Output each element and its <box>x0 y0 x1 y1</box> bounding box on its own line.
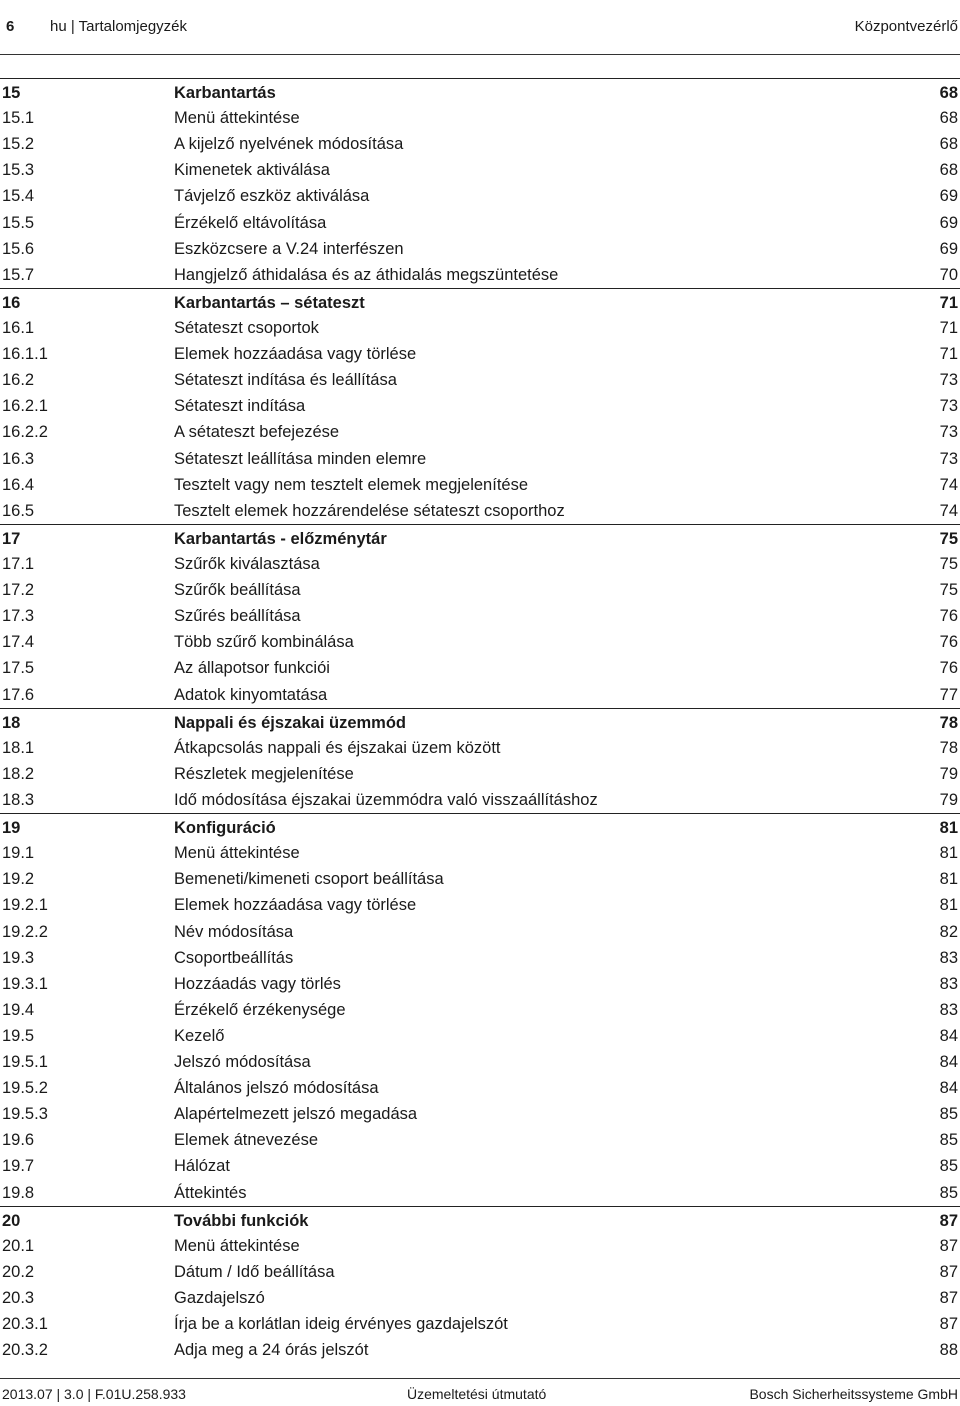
toc-entry-title: Áttekintés <box>174 1183 247 1202</box>
toc-entry-number: 16.2 <box>2 371 35 390</box>
toc-entry-title: Jelszó módosítása <box>174 1053 311 1072</box>
toc-entry-title: Kezelő <box>174 1026 225 1045</box>
toc-entry-number: 15.6 <box>2 239 35 258</box>
toc-entry-row[interactable] <box>0 1233 960 1259</box>
toc-entry-title: Elemek hozzáadása vagy törlése <box>174 345 417 364</box>
toc-entry-title: Adja meg a 24 órás jelszót <box>174 1341 369 1360</box>
toc-entry-title: Elemek átnevezése <box>174 1131 318 1150</box>
toc-entry-number: 17 <box>2 529 21 548</box>
toc-entry-row[interactable] <box>0 1153 960 1179</box>
toc-entry-title: Hozzáadás vagy törlés <box>174 974 341 993</box>
toc-entry-number: 19.7 <box>2 1157 35 1176</box>
toc-entry-page: 73 <box>939 371 958 390</box>
toc-entry-page: 69 <box>939 187 958 206</box>
toc-entry-page: 76 <box>939 633 958 652</box>
toc-entry-row[interactable] <box>0 945 960 971</box>
toc-entry-title: Nappali és éjszakai üzemmód <box>174 713 407 732</box>
toc-entry-row[interactable] <box>0 1311 960 1337</box>
toc-chapter-row[interactable] <box>0 288 960 315</box>
toc-entry-row[interactable] <box>0 1101 960 1127</box>
toc-entry-number: 20.3.1 <box>2 1315 48 1334</box>
toc-entry-title: Gazdajelszó <box>174 1289 265 1308</box>
toc-entry-row[interactable] <box>0 866 960 892</box>
toc-entry-title: Sétateszt indítása <box>174 397 306 416</box>
table-of-contents <box>0 78 960 1363</box>
toc-entry-number: 16.1.1 <box>2 345 48 364</box>
toc-entry-title: Általános jelszó módosítása <box>174 1079 379 1098</box>
toc-entry-row[interactable] <box>0 446 960 472</box>
toc-entry-page: 82 <box>939 922 958 941</box>
toc-entry-title: Adatok kinyomtatása <box>174 685 328 704</box>
toc-entry-page: 81 <box>939 844 958 863</box>
toc-entry-row[interactable] <box>0 603 960 629</box>
toc-entry-number: 19.5.3 <box>2 1105 48 1124</box>
toc-entry-number: 17.1 <box>2 554 35 573</box>
toc-entry-row[interactable] <box>0 655 960 681</box>
toc-entry-page: 84 <box>939 1026 958 1045</box>
toc-entry-row[interactable] <box>0 498 960 524</box>
toc-entry-title: Karbantartás - előzménytár <box>174 529 387 548</box>
header-section-title: hu | Tartalomjegyzék <box>50 18 188 35</box>
toc-entry-page: 68 <box>939 84 958 102</box>
toc-entry-title: Átkapcsolás nappali és éjszakai üzem között <box>174 738 501 757</box>
toc-entry-row[interactable] <box>0 761 960 787</box>
toc-entry-number: 20.3 <box>2 1289 35 1308</box>
toc-entry-title: Az állapotsor funkciói <box>174 659 330 678</box>
toc-entry-number: 17.6 <box>2 685 35 704</box>
toc-entry-row[interactable] <box>0 367 960 393</box>
toc-entry-number: 18.1 <box>2 738 35 757</box>
toc-entry-title: Konfiguráció <box>174 819 276 838</box>
toc-entry-row[interactable] <box>0 919 960 945</box>
toc-entry-title: Szűrők kiválasztása <box>174 554 320 573</box>
toc-entry-page: 68 <box>939 161 958 180</box>
toc-entry-title: Alapértelmezett jelszó megadása <box>174 1105 418 1124</box>
toc-entry-title: Karbantartás <box>174 84 276 102</box>
toc-entry-number: 15.5 <box>2 213 35 232</box>
toc-entry-number: 16.3 <box>2 449 35 468</box>
toc-entry-title: Menü áttekintése <box>174 844 300 863</box>
toc-entry-page: 77 <box>939 685 958 704</box>
toc-entry-page: 71 <box>939 345 958 364</box>
toc-entry-row[interactable] <box>0 1285 960 1311</box>
toc-entry-title: Név módosítása <box>174 922 294 941</box>
toc-entry-page: 87 <box>939 1315 958 1334</box>
toc-entry-title: Hálózat <box>174 1157 230 1176</box>
toc-entry-number: 20 <box>2 1211 21 1230</box>
toc-entry-page: 75 <box>939 581 958 600</box>
toc-entry-title: Dátum / Idő beállítása <box>174 1262 335 1281</box>
toc-entry-number: 17.4 <box>2 633 35 652</box>
toc-entry-number: 15.7 <box>2 265 35 284</box>
toc-chapter-row[interactable] <box>0 78 960 105</box>
toc-entry-page: 81 <box>939 870 958 889</box>
toc-entry-page: 73 <box>939 397 958 416</box>
toc-entry-page: 76 <box>939 607 958 626</box>
toc-entry-row[interactable] <box>0 183 960 209</box>
toc-entry-number: 19.2 <box>2 870 35 889</box>
toc-entry-title: Csoportbeállítás <box>174 948 294 967</box>
toc-entry-title: Érzékelő érzékenysége <box>174 1000 346 1019</box>
toc-entry-row[interactable] <box>0 419 960 445</box>
toc-chapter-row[interactable] <box>0 813 960 840</box>
toc-entry-number: 17.5 <box>2 659 35 678</box>
toc-entry-page: 71 <box>939 318 958 337</box>
toc-entry-page: 76 <box>939 659 958 678</box>
toc-entry-number: 19.2.1 <box>2 896 48 915</box>
toc-entry-row[interactable] <box>0 1259 960 1285</box>
toc-entry-row[interactable] <box>0 210 960 236</box>
toc-entry-page: 79 <box>939 790 958 809</box>
toc-entry-number: 17.3 <box>2 607 35 626</box>
toc-entry-row[interactable] <box>0 840 960 866</box>
toc-entry-page: 83 <box>939 1000 958 1019</box>
footer-document-type: Üzemeltetési útmutató <box>407 1386 547 1402</box>
toc-entry-row[interactable] <box>0 997 960 1023</box>
toc-entry-row[interactable] <box>0 315 960 341</box>
toc-entry-page: 74 <box>939 475 958 494</box>
footer-company: Bosch Sicherheitssysteme GmbH <box>749 1386 958 1402</box>
page-number: 6 <box>6 18 15 35</box>
toc-chapter-row[interactable] <box>0 1206 960 1233</box>
toc-entry-title: Menü áttekintése <box>174 109 300 128</box>
toc-entry-number: 15.3 <box>2 161 35 180</box>
toc-entry-row[interactable] <box>0 735 960 761</box>
toc-chapter-row[interactable] <box>0 524 960 551</box>
toc-entry-page: 88 <box>939 1341 958 1360</box>
toc-entry-page: 78 <box>939 738 958 757</box>
toc-entry-row[interactable] <box>0 393 960 419</box>
toc-entry-page: 74 <box>939 501 958 520</box>
toc-entry-number: 19.1 <box>2 844 35 863</box>
toc-entry-page: 79 <box>939 764 958 783</box>
toc-entry-title: A sétateszt befejezése <box>174 423 340 442</box>
toc-entry-row[interactable] <box>0 236 960 262</box>
toc-entry-page: 85 <box>939 1131 958 1150</box>
toc-entry-number: 16.2.1 <box>2 397 48 416</box>
toc-entry-row[interactable] <box>0 1049 960 1075</box>
toc-entry-number: 16.5 <box>2 501 35 520</box>
toc-entry-number: 19.2.2 <box>2 922 48 941</box>
toc-entry-row[interactable] <box>0 341 960 367</box>
header-product-name: Központvezérlő <box>854 18 958 35</box>
toc-entry-title: Szűrők beállítása <box>174 581 301 600</box>
toc-entry-title: Érzékelő eltávolítása <box>174 213 327 232</box>
toc-entry-row[interactable] <box>0 472 960 498</box>
toc-entry-number: 19 <box>2 819 21 838</box>
toc-entry-number: 16.1 <box>2 318 35 337</box>
toc-entry-number: 20.2 <box>2 1262 35 1281</box>
toc-entry-page: 85 <box>939 1157 958 1176</box>
toc-entry-row[interactable] <box>0 1075 960 1101</box>
toc-entry-page: 84 <box>939 1053 958 1072</box>
toc-entry-number: 18.2 <box>2 764 35 783</box>
toc-entry-row[interactable] <box>0 262 960 288</box>
toc-entry-page: 87 <box>939 1236 958 1255</box>
toc-entry-number: 15.2 <box>2 135 35 154</box>
toc-entry-title: További funkciók <box>174 1211 309 1230</box>
toc-entry-number: 16.2.2 <box>2 423 48 442</box>
toc-entry-row[interactable] <box>0 971 960 997</box>
toc-entry-title: Idő módosítása éjszakai üzemmódra való visszaállításhoz <box>174 790 598 809</box>
toc-entry-page: 87 <box>939 1289 958 1308</box>
toc-entry-row[interactable] <box>0 551 960 577</box>
toc-entry-number: 18 <box>2 713 21 732</box>
toc-entry-number: 19.5.2 <box>2 1079 48 1098</box>
toc-entry-title: Eszközcsere a V.24 interfészen <box>174 239 404 258</box>
toc-entry-page: 83 <box>939 948 958 967</box>
toc-entry-row[interactable] <box>0 157 960 183</box>
page-footer <box>0 1378 960 1406</box>
toc-entry-title: Bemeneti/kimeneti csoport beállítása <box>174 870 444 889</box>
toc-entry-number: 19.8 <box>2 1183 35 1202</box>
toc-entry-page: 81 <box>939 896 958 915</box>
toc-entry-page: 84 <box>939 1079 958 1098</box>
toc-entry-row[interactable] <box>0 682 960 708</box>
toc-entry-number: 16.4 <box>2 475 35 494</box>
toc-entry-number: 19.4 <box>2 1000 35 1019</box>
toc-entry-page: 73 <box>939 423 958 442</box>
toc-entry-number: 20.3.2 <box>2 1341 48 1360</box>
toc-entry-number: 16 <box>2 293 21 312</box>
toc-entry-page: 81 <box>939 819 958 838</box>
page-header <box>0 0 960 55</box>
toc-entry-row[interactable] <box>0 1023 960 1049</box>
toc-entry-page: 69 <box>939 239 958 258</box>
toc-entry-title: Sétateszt csoportok <box>174 318 319 337</box>
toc-entry-row[interactable] <box>0 1337 960 1363</box>
toc-entry-title: Elemek hozzáadása vagy törlése <box>174 896 417 915</box>
toc-entry-number: 15 <box>2 84 21 102</box>
toc-entry-number: 17.2 <box>2 581 35 600</box>
toc-entry-title: Karbantartás – sétateszt <box>174 293 365 312</box>
toc-entry-row[interactable] <box>0 577 960 603</box>
toc-entry-number: 20.1 <box>2 1236 35 1255</box>
toc-entry-page: 75 <box>939 529 958 548</box>
toc-entry-title: Írja be a korlátlan ideig érvényes gazdajelszót <box>174 1315 508 1334</box>
toc-entry-page: 78 <box>939 713 958 732</box>
toc-entry-page: 83 <box>939 974 958 993</box>
toc-entry-page: 69 <box>939 213 958 232</box>
toc-entry-page: 73 <box>939 449 958 468</box>
toc-entry-page: 85 <box>939 1183 958 1202</box>
toc-entry-row[interactable] <box>0 1127 960 1153</box>
toc-entry-row[interactable] <box>0 131 960 157</box>
toc-entry-page: 71 <box>939 293 958 312</box>
toc-entry-title: Szűrés beállítása <box>174 607 301 626</box>
toc-entry-title: Hangjelző áthidalása és az áthidalás megszüntetése <box>174 265 559 284</box>
toc-entry-page: 68 <box>939 135 958 154</box>
toc-entry-row[interactable] <box>0 787 960 813</box>
toc-entry-title: Menü áttekintése <box>174 1236 300 1255</box>
toc-entry-title: Tesztelt vagy nem tesztelt elemek megjelenítése <box>174 475 529 494</box>
toc-entry-number: 19.6 <box>2 1131 35 1150</box>
toc-entry-title: Részletek megjelenítése <box>174 764 354 783</box>
toc-entry-page: 75 <box>939 554 958 573</box>
toc-entry-title: Tesztelt elemek hozzárendelése sétateszt csoporthoz <box>174 501 565 520</box>
toc-entry-number: 19.5 <box>2 1026 35 1045</box>
toc-entry-number: 15.4 <box>2 187 35 206</box>
toc-entry-title: Több szűrő kombinálása <box>174 633 354 652</box>
toc-entry-title: Kimenetek aktiválása <box>174 161 330 180</box>
toc-entry-number: 19.5.1 <box>2 1053 48 1072</box>
toc-entry-title: A kijelző nyelvének módosítása <box>174 135 404 154</box>
toc-entry-number: 18.3 <box>2 790 35 809</box>
toc-entry-page: 87 <box>939 1211 958 1230</box>
toc-entry-page: 68 <box>939 109 958 128</box>
toc-entry-number: 19.3.1 <box>2 974 48 993</box>
toc-entry-title: Sétateszt indítása és leállítása <box>174 371 397 390</box>
toc-entry-title: Távjelző eszköz aktiválása <box>174 187 370 206</box>
toc-entry-number: 15.1 <box>2 109 35 128</box>
toc-entry-number: 19.3 <box>2 948 35 967</box>
toc-entry-title: Sétateszt leállítása minden elemre <box>174 449 427 468</box>
toc-entry-row[interactable] <box>0 1180 960 1206</box>
toc-entry-page: 85 <box>939 1105 958 1124</box>
toc-entry-row[interactable] <box>0 105 960 131</box>
toc-entry-row[interactable] <box>0 892 960 918</box>
toc-entry-page: 87 <box>939 1262 958 1281</box>
footer-document-info: 2013.07 | 3.0 | F.01U.258.933 <box>2 1386 186 1402</box>
toc-entry-row[interactable] <box>0 629 960 655</box>
toc-entry-page: 70 <box>939 265 958 284</box>
toc-chapter-row[interactable] <box>0 708 960 735</box>
